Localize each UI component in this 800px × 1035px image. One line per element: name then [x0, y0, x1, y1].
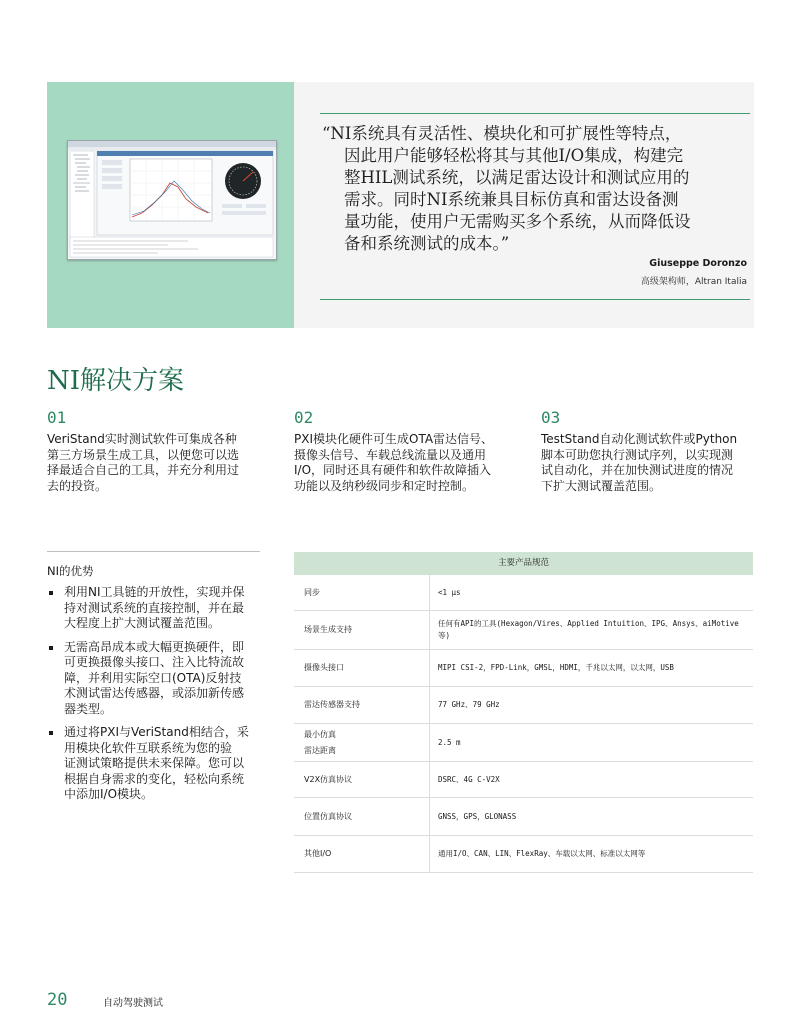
- spec-table-header: 主要产品规范: [294, 552, 753, 575]
- text-line: 摄像头信号、车载总线流量以及通用: [294, 447, 487, 462]
- quote-line: 备和系统测试的成本。”: [344, 234, 510, 253]
- spec-label: [294, 836, 430, 872]
- text-line: 试自动化，并在加快测试进度的情况: [541, 463, 734, 477]
- text-line: VeriStand实时测试软件可集成各种: [47, 432, 237, 446]
- quote-author: Giuseppe Doronzo: [649, 258, 747, 269]
- text-line: 中添加I/O模块。: [64, 787, 154, 801]
- spec-label: [294, 575, 430, 610]
- quote-line: 整HIL测试系统，以满足雷达设计和测试应用的: [344, 168, 690, 187]
- solution-column-02: [294, 408, 514, 494]
- text-line: PXI模块化硬件可生成OTA雷达信号、: [294, 432, 494, 446]
- spec-label: [294, 762, 430, 797]
- text-line: 择最适合自己的工具，并充分利用过: [47, 463, 240, 477]
- text-line: 证测试策略提供未来保障。您可以: [64, 756, 245, 770]
- text-line: I/O，同时还具有硬件和软件故障插入: [294, 463, 492, 477]
- spec-value: 任何有API的工具(Hexagon/Vires、Applied Intuition、IPG、Ansys、aiMotive等): [438, 619, 739, 640]
- table-row: [294, 687, 753, 724]
- text-line: 脚本可助您执行测试序列，以实现测: [541, 447, 734, 462]
- solution-text: [294, 432, 514, 494]
- spec-value: <1 μs: [438, 587, 461, 597]
- label-line: 最小仿真: [304, 729, 336, 739]
- label-line: 场景生成支持: [304, 625, 352, 634]
- label-line: 摄像头接口: [304, 663, 344, 672]
- table-row: [294, 798, 753, 836]
- software-window-graphic: [68, 141, 276, 259]
- text-line: 第三方场景生成工具，以便您可以选: [47, 447, 240, 462]
- table-row: [294, 836, 753, 873]
- advantages-title: NI的优势: [47, 564, 94, 578]
- text-line: 通过将PXI与VeriStand相结合，采: [64, 725, 249, 739]
- label-line: 雷达传感器支持: [304, 700, 360, 709]
- text-line: 障，并利用实际空口(OTA)反射技: [64, 670, 242, 685]
- table-row: [294, 575, 753, 611]
- veristand-screenshot: [67, 140, 277, 260]
- quote-top-rule: [320, 113, 750, 114]
- text-line: 下扩大测试覆盖范围。: [541, 478, 662, 493]
- solution-text: [541, 432, 761, 494]
- solution-number: 03: [541, 408, 561, 427]
- text-line: 持对测试系统的直接控制，并在最: [64, 600, 245, 615]
- table-row: [294, 611, 753, 650]
- solution-text: [47, 432, 267, 494]
- solution-number: 01: [47, 408, 67, 427]
- text-line: 无需高昂成本或大幅更换硬件，即: [64, 639, 245, 654]
- quote-author-title: 高级架构师，Altran Italia: [640, 277, 747, 287]
- spec-label: [294, 687, 430, 723]
- text-line: 术测试雷达传感器，或添加新传感: [64, 686, 245, 700]
- spec-label: [294, 724, 430, 761]
- label-line: 位置仿真协议: [304, 811, 352, 821]
- text-line: TestStand自动化测试软件或Python: [541, 432, 738, 446]
- spec-label: [294, 611, 430, 649]
- advantages-rule: [47, 551, 260, 552]
- customer-quote: [322, 123, 742, 255]
- list-item: [47, 725, 267, 803]
- list-item: [47, 585, 267, 632]
- table-row: [294, 724, 753, 762]
- text-line: 大程度上扩大测试覆盖范围。: [64, 616, 221, 630]
- label-line: 同步: [304, 587, 320, 597]
- text-line: 用模块化软件互联系统为您的验: [64, 740, 233, 755]
- text-line: 去的投资。: [47, 478, 108, 493]
- spec-value: 77 GHz、79 GHz: [438, 700, 500, 709]
- spec-label: [294, 650, 430, 686]
- table-row: [294, 650, 753, 687]
- spec-value: DSRC、4G C-V2X: [438, 774, 500, 784]
- solution-column-01: [47, 408, 267, 494]
- quote-line: 需求。同时NI系统兼具目标仿真和雷达设备测: [344, 190, 679, 209]
- spec-label: [294, 798, 430, 835]
- text-line: 利用NI工具链的开放性，实现并保: [64, 585, 245, 599]
- text-line: 功能以及纳秒级同步和定时控制。: [294, 478, 475, 493]
- hero-image-panel: [47, 82, 294, 328]
- section-title: NI解决方案: [47, 366, 185, 396]
- text-line: 根据自身需求的变化，轻松向系统: [64, 771, 245, 786]
- label-line: 其他I/O: [304, 849, 332, 858]
- label-line: 雷达距离: [304, 745, 336, 755]
- page-number: 20: [47, 990, 68, 1010]
- spec-value: GNSS，GPS，GLONASS: [438, 811, 517, 821]
- quote-line: 量功能，使用户无需购买多个系统，从而降低设: [344, 212, 691, 231]
- spec-value: 通用I/O、CAN、LIN、FlexRay、车载以太网、标准以太网等: [438, 849, 646, 858]
- quote-line: “NI系统具有灵活性、模块化和可扩展性等特点，: [322, 124, 682, 143]
- footer-section-title: 自动驾驶测试: [103, 998, 163, 1009]
- spec-value: 2.5 m: [438, 737, 461, 747]
- advantages-list: [47, 585, 267, 811]
- spec-value: MIPI CSI-2，FPD-Link，GMSL，HDMI，千兆以太网，以太网，USB: [438, 663, 674, 672]
- list-item: [47, 640, 267, 718]
- label-line: V2X仿真协议: [304, 774, 353, 784]
- table-row: [294, 762, 753, 798]
- text-line: 器类型。: [64, 701, 113, 716]
- spec-table: [294, 552, 753, 873]
- solution-number: 02: [294, 408, 314, 427]
- quote-line: 因此用户能够轻松将其与其他I/O集成，构建完: [344, 146, 684, 165]
- solution-column-03: [541, 408, 761, 494]
- quote-bottom-rule: [320, 299, 750, 300]
- text-line: 可更换摄像头接口、注入比特流故: [64, 655, 245, 669]
